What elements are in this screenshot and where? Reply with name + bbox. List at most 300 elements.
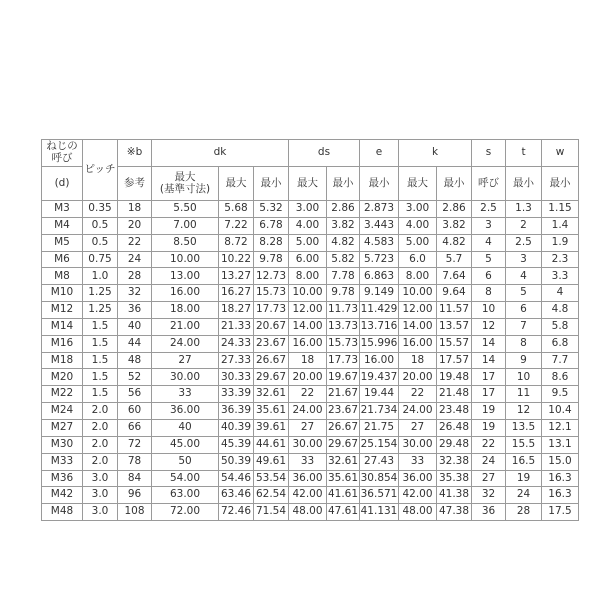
table-cell: 26.67 bbox=[254, 352, 289, 369]
table-cell: 29.67 bbox=[254, 369, 289, 386]
table-row bbox=[42, 453, 579, 470]
table-cell: 7.22 bbox=[219, 217, 254, 234]
table-cell: 1.5 bbox=[83, 369, 118, 386]
table-cell: 19 bbox=[472, 403, 506, 420]
table-row bbox=[42, 403, 579, 420]
table-cell: 22 bbox=[399, 386, 437, 403]
table-cell: 22 bbox=[289, 386, 327, 403]
table-cell: 21.75 bbox=[360, 419, 399, 436]
table-cell: 22 bbox=[118, 234, 152, 251]
table-cell: 16.5 bbox=[506, 453, 542, 470]
header-pitch: ピッチ bbox=[83, 140, 118, 201]
table-cell: 19.48 bbox=[437, 369, 472, 386]
table-cell: 9.78 bbox=[254, 251, 289, 268]
table-cell: 8.28 bbox=[254, 234, 289, 251]
table-cell: 28 bbox=[118, 268, 152, 285]
table-cell: 30.00 bbox=[399, 436, 437, 453]
table-cell: 17.57 bbox=[437, 352, 472, 369]
table-cell: 1.5 bbox=[83, 352, 118, 369]
table-cell: 27 bbox=[289, 419, 327, 436]
table-cell: 21.33 bbox=[219, 318, 254, 335]
table-cell: 2.0 bbox=[83, 436, 118, 453]
table-cell: 2.873 bbox=[360, 201, 399, 218]
table-row bbox=[42, 352, 579, 369]
table-cell: 63.00 bbox=[152, 487, 219, 504]
table-cell: 10.00 bbox=[399, 285, 437, 302]
table-cell: 16.00 bbox=[152, 285, 219, 302]
header-e-min: 最小 bbox=[360, 167, 399, 201]
table-cell: 0.5 bbox=[83, 234, 118, 251]
table-cell: 10.00 bbox=[289, 285, 327, 302]
table-cell: 3 bbox=[506, 251, 542, 268]
table-cell: 21.67 bbox=[327, 386, 360, 403]
table-cell: 72 bbox=[118, 436, 152, 453]
header-ds: ds bbox=[289, 140, 360, 167]
table-cell: 16.27 bbox=[219, 285, 254, 302]
thread-size-cell: M42 bbox=[42, 487, 83, 504]
table-cell: 24.00 bbox=[152, 335, 219, 352]
table-cell: 12 bbox=[506, 403, 542, 420]
thread-size-cell: M18 bbox=[42, 352, 83, 369]
table-cell: 4 bbox=[472, 234, 506, 251]
table-cell: 36.00 bbox=[289, 470, 327, 487]
table-cell: 21.734 bbox=[360, 403, 399, 420]
table-cell: 13.57 bbox=[437, 318, 472, 335]
table-cell: 2.86 bbox=[327, 201, 360, 218]
table-cell: 36.39 bbox=[219, 403, 254, 420]
table-cell: 27 bbox=[472, 470, 506, 487]
table-cell: 14.00 bbox=[289, 318, 327, 335]
table-cell: 50 bbox=[152, 453, 219, 470]
table-row bbox=[42, 386, 579, 403]
header-e: e bbox=[360, 140, 399, 167]
table-cell: 23.48 bbox=[437, 403, 472, 420]
table-cell: 18 bbox=[399, 352, 437, 369]
table-cell: 40 bbox=[152, 419, 219, 436]
table-cell: 5.68 bbox=[219, 201, 254, 218]
table-cell: 40 bbox=[118, 318, 152, 335]
table-cell: 15.73 bbox=[254, 285, 289, 302]
table-cell: 1.9 bbox=[542, 234, 579, 251]
thread-size-cell: M4 bbox=[42, 217, 83, 234]
table-cell: 14.00 bbox=[399, 318, 437, 335]
table-cell: 7.7 bbox=[542, 352, 579, 369]
table-cell: 1.0 bbox=[83, 268, 118, 285]
table-cell: 18.00 bbox=[152, 302, 219, 319]
table-row bbox=[42, 201, 579, 218]
table-cell: 29.67 bbox=[327, 436, 360, 453]
table-cell: 8.6 bbox=[542, 369, 579, 386]
table-cell: 4 bbox=[542, 285, 579, 302]
table-cell: 8.00 bbox=[399, 268, 437, 285]
table-cell: 33 bbox=[399, 453, 437, 470]
table-cell: 0.35 bbox=[83, 201, 118, 218]
table-cell: 33.39 bbox=[219, 386, 254, 403]
table-cell: 3.0 bbox=[83, 504, 118, 521]
table-cell: 4 bbox=[506, 268, 542, 285]
table-cell: 45.39 bbox=[219, 436, 254, 453]
table-cell: 35.61 bbox=[327, 470, 360, 487]
table-cell: 9 bbox=[506, 352, 542, 369]
screw-dimension-table bbox=[41, 139, 579, 521]
table-cell: 8 bbox=[506, 335, 542, 352]
table-cell: 10.4 bbox=[542, 403, 579, 420]
table-row bbox=[42, 436, 579, 453]
table-cell: 8 bbox=[472, 285, 506, 302]
table-cell: 3.82 bbox=[327, 217, 360, 234]
table-cell: 3.0 bbox=[83, 470, 118, 487]
table-cell: 20.67 bbox=[254, 318, 289, 335]
table-cell: 4.8 bbox=[542, 302, 579, 319]
header-k-min: 最小 bbox=[437, 167, 472, 201]
table-cell: 1.4 bbox=[542, 217, 579, 234]
table-cell: 1.5 bbox=[83, 335, 118, 352]
header-d: (d) bbox=[42, 167, 83, 201]
table-cell: 63.46 bbox=[219, 487, 254, 504]
table-cell: 1.25 bbox=[83, 285, 118, 302]
table-cell: 41.61 bbox=[327, 487, 360, 504]
table-cell: 9.5 bbox=[542, 386, 579, 403]
table-cell: 9.64 bbox=[437, 285, 472, 302]
table-cell: 18 bbox=[118, 201, 152, 218]
table-cell: 47.38 bbox=[437, 504, 472, 521]
table-cell: 12.00 bbox=[399, 302, 437, 319]
table-cell: 20.00 bbox=[399, 369, 437, 386]
table-cell: 42.00 bbox=[399, 487, 437, 504]
table-cell: 13.1 bbox=[542, 436, 579, 453]
table-cell: 11 bbox=[506, 386, 542, 403]
table-cell: 44.61 bbox=[254, 436, 289, 453]
table-cell: 96 bbox=[118, 487, 152, 504]
table-cell: 15.73 bbox=[327, 335, 360, 352]
table-cell: 27 bbox=[399, 419, 437, 436]
table-cell: 8.50 bbox=[152, 234, 219, 251]
table-cell: 32.61 bbox=[327, 453, 360, 470]
header-k-max: 最大 bbox=[399, 167, 437, 201]
thread-size-cell: M24 bbox=[42, 403, 83, 420]
table-cell: 1.5 bbox=[83, 318, 118, 335]
table-cell: 17.73 bbox=[327, 352, 360, 369]
table-cell: 10.22 bbox=[219, 251, 254, 268]
table-cell: 16.00 bbox=[289, 335, 327, 352]
table-cell: 24 bbox=[472, 453, 506, 470]
table-cell: 5 bbox=[472, 251, 506, 268]
table-cell: 32 bbox=[472, 487, 506, 504]
table-cell: 14 bbox=[472, 352, 506, 369]
table-cell: 27.33 bbox=[219, 352, 254, 369]
table-cell: 48.00 bbox=[399, 504, 437, 521]
table-cell: 39.61 bbox=[254, 419, 289, 436]
table-cell: 26.67 bbox=[327, 419, 360, 436]
table-cell: 32 bbox=[118, 285, 152, 302]
thread-size-cell: M30 bbox=[42, 436, 83, 453]
header-dk-min: 最小 bbox=[254, 167, 289, 201]
table-cell: 6.78 bbox=[254, 217, 289, 234]
table-cell: 19 bbox=[472, 419, 506, 436]
table-cell: 24.00 bbox=[289, 403, 327, 420]
table-cell: 16.00 bbox=[360, 352, 399, 369]
table-cell: 27 bbox=[152, 352, 219, 369]
table-cell: 19.437 bbox=[360, 369, 399, 386]
table-cell: 19 bbox=[506, 470, 542, 487]
header-thread-size: ねじの 呼び bbox=[42, 140, 83, 167]
thread-size-cell: M8 bbox=[42, 268, 83, 285]
table-cell: 17.73 bbox=[254, 302, 289, 319]
table-cell: 17 bbox=[472, 369, 506, 386]
table-cell: 78 bbox=[118, 453, 152, 470]
table-cell: 30.00 bbox=[152, 369, 219, 386]
table-cell: 5.723 bbox=[360, 251, 399, 268]
header-w-min: 最小 bbox=[542, 167, 579, 201]
table-cell: 71.54 bbox=[254, 504, 289, 521]
table-cell: 8.00 bbox=[289, 268, 327, 285]
table-cell: 36.00 bbox=[152, 403, 219, 420]
table-cell: 35.61 bbox=[254, 403, 289, 420]
table-cell: 66 bbox=[118, 419, 152, 436]
table-cell: 18.27 bbox=[219, 302, 254, 319]
table-cell: 84 bbox=[118, 470, 152, 487]
table-cell: 18 bbox=[289, 352, 327, 369]
table-cell: 6.863 bbox=[360, 268, 399, 285]
table-cell: 13.716 bbox=[360, 318, 399, 335]
table-cell: 21.00 bbox=[152, 318, 219, 335]
table-cell: 24 bbox=[506, 487, 542, 504]
table-cell: 72.46 bbox=[219, 504, 254, 521]
table-cell: 29.48 bbox=[437, 436, 472, 453]
table-cell: 10 bbox=[506, 369, 542, 386]
thread-size-cell: M14 bbox=[42, 318, 83, 335]
table-cell: 4.00 bbox=[399, 217, 437, 234]
thread-size-cell: M6 bbox=[42, 251, 83, 268]
header-reference: 参考 bbox=[118, 167, 152, 201]
table-cell: 0.5 bbox=[83, 217, 118, 234]
table-cell: 7 bbox=[506, 318, 542, 335]
table-cell: 10.00 bbox=[152, 251, 219, 268]
table-cell: 3 bbox=[472, 217, 506, 234]
table-row bbox=[42, 234, 579, 251]
table-cell: 7.64 bbox=[437, 268, 472, 285]
table-cell: 47.61 bbox=[327, 504, 360, 521]
table-cell: 11.57 bbox=[437, 302, 472, 319]
thread-size-cell: M27 bbox=[42, 419, 83, 436]
table-cell: 1.3 bbox=[506, 201, 542, 218]
table-row bbox=[42, 217, 579, 234]
table-cell: 60 bbox=[118, 403, 152, 420]
table-cell: 26.48 bbox=[437, 419, 472, 436]
table-cell: 33 bbox=[289, 453, 327, 470]
table-cell: 2.0 bbox=[83, 403, 118, 420]
table-cell: 19.44 bbox=[360, 386, 399, 403]
table-cell: 23.67 bbox=[327, 403, 360, 420]
table-cell: 1.25 bbox=[83, 302, 118, 319]
table-cell: 8.72 bbox=[219, 234, 254, 251]
table-cell: 13.73 bbox=[327, 318, 360, 335]
table-cell: 1.15 bbox=[542, 201, 579, 218]
header-s: s bbox=[472, 140, 506, 167]
table-cell: 5.50 bbox=[152, 201, 219, 218]
table-cell: 13.5 bbox=[506, 419, 542, 436]
table-cell: 0.75 bbox=[83, 251, 118, 268]
table-row bbox=[42, 419, 579, 436]
table-cell: 2.0 bbox=[83, 453, 118, 470]
header-dk-max: 最大 bbox=[219, 167, 254, 201]
table-cell: 12.00 bbox=[289, 302, 327, 319]
thread-size-cell: M22 bbox=[42, 386, 83, 403]
table-cell: 56 bbox=[118, 386, 152, 403]
table-cell: 5.7 bbox=[437, 251, 472, 268]
table-cell: 1.5 bbox=[83, 386, 118, 403]
table-cell: 3.443 bbox=[360, 217, 399, 234]
table-cell: 15.57 bbox=[437, 335, 472, 352]
table-row bbox=[42, 504, 579, 521]
thread-size-cell: M10 bbox=[42, 285, 83, 302]
table-cell: 32.61 bbox=[254, 386, 289, 403]
table-row bbox=[42, 318, 579, 335]
table-cell: 3.82 bbox=[437, 217, 472, 234]
table-row bbox=[42, 487, 579, 504]
table-cell: 2.5 bbox=[506, 234, 542, 251]
table-cell: 24 bbox=[118, 251, 152, 268]
table-cell: 5 bbox=[506, 285, 542, 302]
table-cell: 16.3 bbox=[542, 487, 579, 504]
header-ds-max: 最大 bbox=[289, 167, 327, 201]
header-t-min: 最小 bbox=[506, 167, 542, 201]
table-cell: 3.00 bbox=[399, 201, 437, 218]
table-cell: 22 bbox=[472, 436, 506, 453]
table-cell: 3.3 bbox=[542, 268, 579, 285]
table-row bbox=[42, 369, 579, 386]
thread-size-cell: M3 bbox=[42, 201, 83, 218]
table-row bbox=[42, 268, 579, 285]
thread-size-cell: M5 bbox=[42, 234, 83, 251]
header-k: k bbox=[399, 140, 472, 167]
table-cell: 19.67 bbox=[327, 369, 360, 386]
table-cell: 5.00 bbox=[289, 234, 327, 251]
table-cell: 52 bbox=[118, 369, 152, 386]
table-cell: 5.8 bbox=[542, 318, 579, 335]
table-cell: 36 bbox=[118, 302, 152, 319]
table-cell: 2.0 bbox=[83, 419, 118, 436]
header-w: w bbox=[542, 140, 579, 167]
table-cell: 48 bbox=[118, 352, 152, 369]
table-cell: 23.67 bbox=[254, 335, 289, 352]
table-cell: 5.00 bbox=[399, 234, 437, 251]
table-cell: 9.149 bbox=[360, 285, 399, 302]
table-cell: 32.38 bbox=[437, 453, 472, 470]
table-cell: 2.3 bbox=[542, 251, 579, 268]
table-cell: 6 bbox=[472, 268, 506, 285]
thread-size-cell: M16 bbox=[42, 335, 83, 352]
table-cell: 20 bbox=[118, 217, 152, 234]
table-cell: 40.39 bbox=[219, 419, 254, 436]
table-cell: 5.32 bbox=[254, 201, 289, 218]
table-cell: 42.00 bbox=[289, 487, 327, 504]
table-cell: 25.154 bbox=[360, 436, 399, 453]
table-cell: 45.00 bbox=[152, 436, 219, 453]
table-cell: 108 bbox=[118, 504, 152, 521]
table-cell: 53.54 bbox=[254, 470, 289, 487]
table-cell: 16.3 bbox=[542, 470, 579, 487]
thread-size-cell: M36 bbox=[42, 470, 83, 487]
table-cell: 62.54 bbox=[254, 487, 289, 504]
table-cell: 13.27 bbox=[219, 268, 254, 285]
table-cell: 72.00 bbox=[152, 504, 219, 521]
table-cell: 30.33 bbox=[219, 369, 254, 386]
table-cell: 6.0 bbox=[399, 251, 437, 268]
table-cell: 49.61 bbox=[254, 453, 289, 470]
header-row-2 bbox=[42, 167, 579, 201]
table-cell: 5.82 bbox=[327, 251, 360, 268]
header-t: t bbox=[506, 140, 542, 167]
table-cell: 2.86 bbox=[437, 201, 472, 218]
table-cell: 50.39 bbox=[219, 453, 254, 470]
table-cell: 17 bbox=[472, 386, 506, 403]
table-cell: 12 bbox=[472, 318, 506, 335]
table-body bbox=[42, 201, 579, 521]
table-cell: 36.00 bbox=[399, 470, 437, 487]
table-cell: 7.78 bbox=[327, 268, 360, 285]
table-cell: 48.00 bbox=[289, 504, 327, 521]
thread-size-cell: M48 bbox=[42, 504, 83, 521]
table-row bbox=[42, 285, 579, 302]
table-cell: 24.33 bbox=[219, 335, 254, 352]
table-cell: 4.583 bbox=[360, 234, 399, 251]
table-cell: 21.48 bbox=[437, 386, 472, 403]
header-row-1 bbox=[42, 140, 579, 167]
table-row bbox=[42, 470, 579, 487]
header-ds-min: 最小 bbox=[327, 167, 360, 201]
thread-size-cell: M33 bbox=[42, 453, 83, 470]
table-cell: 2.5 bbox=[472, 201, 506, 218]
table-cell: 44 bbox=[118, 335, 152, 352]
header-dk: dk bbox=[152, 140, 289, 167]
table-cell: 4.00 bbox=[289, 217, 327, 234]
table-cell: 2 bbox=[506, 217, 542, 234]
table-cell: 33 bbox=[152, 386, 219, 403]
table-cell: 24.00 bbox=[399, 403, 437, 420]
table-cell: 12.73 bbox=[254, 268, 289, 285]
table-cell: 30.00 bbox=[289, 436, 327, 453]
table-cell: 30.854 bbox=[360, 470, 399, 487]
header-s-nominal: 呼び bbox=[472, 167, 506, 201]
table-cell: 20.00 bbox=[289, 369, 327, 386]
table-cell: 13.00 bbox=[152, 268, 219, 285]
table-cell: 4.82 bbox=[327, 234, 360, 251]
table-cell: 6 bbox=[506, 302, 542, 319]
table-cell: 41.131 bbox=[360, 504, 399, 521]
table-cell: 36.571 bbox=[360, 487, 399, 504]
table-row bbox=[42, 302, 579, 319]
table-cell: 9.78 bbox=[327, 285, 360, 302]
table-cell: 15.996 bbox=[360, 335, 399, 352]
table-cell: 17.5 bbox=[542, 504, 579, 521]
table-cell: 12.1 bbox=[542, 419, 579, 436]
table-cell: 36 bbox=[472, 504, 506, 521]
table-cell: 41.38 bbox=[437, 487, 472, 504]
table-cell: 16.00 bbox=[399, 335, 437, 352]
table-cell: 11.429 bbox=[360, 302, 399, 319]
table-cell: 54.46 bbox=[219, 470, 254, 487]
table-cell: 54.00 bbox=[152, 470, 219, 487]
table-cell: 6.8 bbox=[542, 335, 579, 352]
table-cell: 10 bbox=[472, 302, 506, 319]
table-cell: 15.5 bbox=[506, 436, 542, 453]
table-cell: 35.38 bbox=[437, 470, 472, 487]
table-cell: 3.00 bbox=[289, 201, 327, 218]
table-cell: 7.00 bbox=[152, 217, 219, 234]
table-cell: 28 bbox=[506, 504, 542, 521]
header-b: ※b bbox=[118, 140, 152, 167]
